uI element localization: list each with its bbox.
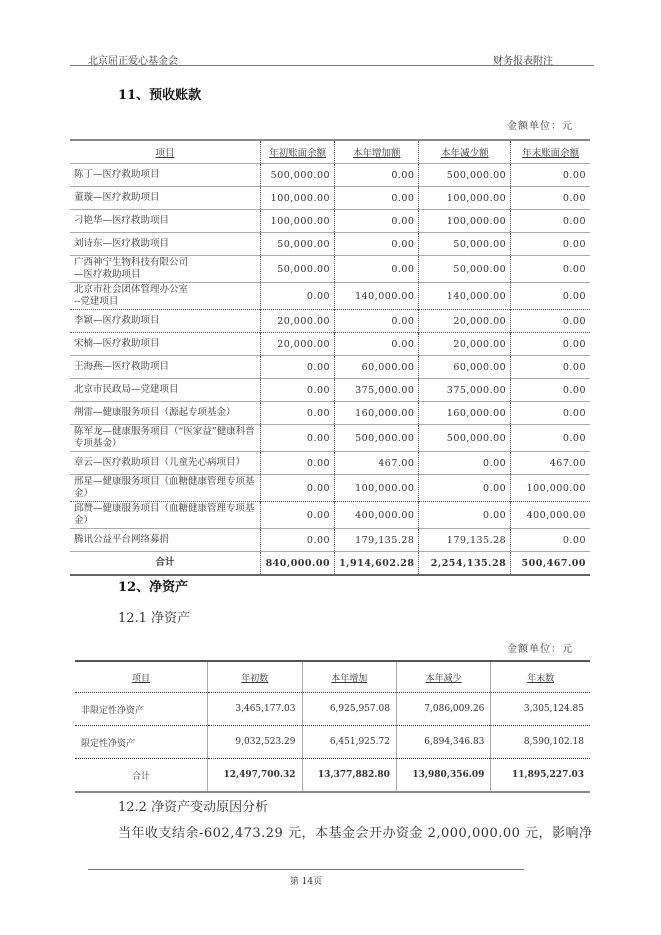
cell-begin: 0.00 xyxy=(261,425,335,452)
table-row xyxy=(70,283,590,310)
cell-begin: 0.00 xyxy=(261,452,335,475)
cell-decrease: 140,000.00 xyxy=(419,283,511,310)
cell-increase: 400,000.00 xyxy=(335,502,419,529)
cell-item-name: 腾讯公益平台网络募捐 xyxy=(70,529,261,552)
col-header-item: 项目 xyxy=(132,673,151,684)
table-row xyxy=(70,356,590,379)
section-12-title: 12、净资产 xyxy=(118,580,189,595)
cell-total-begin: 12,497,700.32 xyxy=(208,759,302,793)
cell-decrease: 500,000.00 xyxy=(419,164,511,187)
cell-increase: 0.00 xyxy=(335,187,419,210)
cell-end: 0.00 xyxy=(511,210,590,233)
footer-divider xyxy=(88,869,524,870)
table-row xyxy=(70,502,590,529)
cell-begin: 0.00 xyxy=(261,529,335,552)
cell-decrease: 60,000.00 xyxy=(419,356,511,379)
col-header-item: 项目 xyxy=(155,148,175,159)
cell-decrease: 100,000.00 xyxy=(419,210,511,233)
cell-increase: 60,000.00 xyxy=(335,356,419,379)
cell-total-begin: 840,000.00 xyxy=(261,552,335,576)
cell-end: 0.00 xyxy=(511,233,590,256)
cell-decrease: 20,000.00 xyxy=(419,333,511,356)
cell-total-end: 500,467.00 xyxy=(511,552,590,576)
table-row xyxy=(70,310,590,333)
cell-begin: 0.00 xyxy=(261,379,335,402)
cell-end: 3,305,124.85 xyxy=(491,693,590,726)
cell-begin: 0.00 xyxy=(261,475,335,502)
cell-item-name: 北京市社会团体管理办公室 --党建项目 xyxy=(70,283,261,310)
net-assets-table xyxy=(75,660,590,793)
cell-increase: 0.00 xyxy=(335,310,419,333)
col-header-decrease: 本年减少额 xyxy=(419,140,511,164)
cell-end: 0.00 xyxy=(511,425,590,452)
cell-decrease: 160,000.00 xyxy=(419,402,511,425)
cell-total-label: 合计 xyxy=(75,759,208,793)
table-row xyxy=(75,726,590,759)
table-total-row xyxy=(75,759,590,793)
cell-decrease: 20,000.00 xyxy=(419,310,511,333)
cell-end: 100,000.00 xyxy=(511,475,590,502)
cell-decrease: 7,086,009.26 xyxy=(396,693,490,726)
cell-decrease: 179,135.28 xyxy=(419,529,511,552)
col-header-decrease: 本年减少 xyxy=(396,661,490,693)
cell-begin: 100,000.00 xyxy=(261,187,335,210)
table-row xyxy=(70,187,590,210)
cell-begin: 0.00 xyxy=(261,402,335,425)
table-row xyxy=(70,333,590,356)
cell-end: 467.00 xyxy=(511,452,590,475)
table-row xyxy=(70,210,590,233)
cell-item-name: 陈丁—医疗救助项目 xyxy=(70,164,261,187)
cell-decrease: 50,000.00 xyxy=(419,233,511,256)
col-header-increase: 本年增加 xyxy=(302,661,396,693)
cell-increase: 0.00 xyxy=(335,333,419,356)
cell-increase: 179,135.28 xyxy=(335,529,419,552)
cell-decrease: 375,000.00 xyxy=(419,379,511,402)
cell-begin: 0.00 xyxy=(261,356,335,379)
cell-item-name: 李颖—医疗救助项目 xyxy=(70,310,261,333)
cell-item-name: 陈军龙—健康服务项目（“医家益”健康科普专项基金） xyxy=(70,425,261,452)
cell-item-name: 王海燕—医疗救助项目 xyxy=(70,356,261,379)
section-12-unit: 金额单位：元 xyxy=(507,644,573,655)
cell-total-decrease: 13,980,356.09 xyxy=(396,759,490,793)
table-row xyxy=(70,529,590,552)
table-row xyxy=(70,402,590,425)
advance-receipts-table xyxy=(70,139,590,576)
cell-item-name: 刘诗东—医疗救助项目 xyxy=(70,233,261,256)
cell-begin: 20,000.00 xyxy=(261,310,335,333)
cell-item-name: 章云—医疗救助项目（儿童先心病项目） xyxy=(70,452,261,475)
cell-end: 0.00 xyxy=(511,310,590,333)
cell-increase: 0.00 xyxy=(335,233,419,256)
cell-increase: 100,000.00 xyxy=(335,475,419,502)
cell-item-name: 荆雷—健康服务项目（源起专项基金） xyxy=(70,402,261,425)
col-header-increase: 本年增加额 xyxy=(335,140,419,164)
cell-total-increase: 1,914,602.28 xyxy=(335,552,419,576)
cell-increase: 0.00 xyxy=(335,164,419,187)
table-row xyxy=(70,452,590,475)
cell-total-label: 合计 xyxy=(70,552,261,576)
table-header-row xyxy=(70,140,590,164)
section-12-2-title: 12.2 净资产变动原因分析 xyxy=(118,800,269,815)
cell-increase: 6,925,957.08 xyxy=(302,693,396,726)
cell-end: 0.00 xyxy=(511,333,590,356)
col-header-end: 年末数 xyxy=(491,661,590,693)
cell-decrease: 100,000.00 xyxy=(419,187,511,210)
section-11-title: 11、预收账款 xyxy=(118,88,202,103)
cell-begin: 500,000.00 xyxy=(261,164,335,187)
table-row xyxy=(70,256,590,283)
cell-begin: 50,000.00 xyxy=(261,256,335,283)
cell-decrease: 0.00 xyxy=(419,475,511,502)
cell-total-decrease: 2,254,135.28 xyxy=(419,552,511,576)
header-doc-title: 财务报表附注 xyxy=(493,56,553,67)
cell-end: 400,000.00 xyxy=(511,502,590,529)
cell-increase: 500,000.00 xyxy=(335,425,419,452)
cell-end: 0.00 xyxy=(511,402,590,425)
header-org-name: 北京屈正爱心基金会 xyxy=(88,56,178,67)
cell-item-name: 限定性净资产 xyxy=(75,726,208,759)
cell-end: 8,590,102.18 xyxy=(491,726,590,759)
cell-total-increase: 13,377,882.80 xyxy=(302,759,396,793)
cell-end: 0.00 xyxy=(511,164,590,187)
table-row xyxy=(70,233,590,256)
col-header-begin: 年初账面余额 xyxy=(261,140,335,164)
col-header-begin: 年初数 xyxy=(208,661,302,693)
cell-decrease: 0.00 xyxy=(419,452,511,475)
page-number: 第 14页 xyxy=(289,877,323,887)
table-total-row xyxy=(70,552,590,576)
cell-begin: 0.00 xyxy=(261,283,335,310)
cell-increase: 0.00 xyxy=(335,256,419,283)
cell-decrease: 6,894,346.83 xyxy=(396,726,490,759)
cell-increase: 375,000.00 xyxy=(335,379,419,402)
cell-increase: 6,451,925.72 xyxy=(302,726,396,759)
cell-increase: 140,000.00 xyxy=(335,283,419,310)
analysis-paragraph: 当年收支结余-602,473.29 元，本基金会开办资金 2,000,000.00 元，影响净 xyxy=(118,826,593,841)
cell-end: 0.00 xyxy=(511,187,590,210)
cell-begin: 9,032,523.29 xyxy=(208,726,302,759)
cell-end: 0.00 xyxy=(511,256,590,283)
cell-end: 0.00 xyxy=(511,283,590,310)
table-row xyxy=(70,164,590,187)
cell-increase: 0.00 xyxy=(335,210,419,233)
cell-begin: 50,000.00 xyxy=(261,233,335,256)
cell-total-end: 11,895,227.03 xyxy=(491,759,590,793)
cell-increase: 160,000.00 xyxy=(335,402,419,425)
cell-end: 0.00 xyxy=(511,529,590,552)
cell-begin: 100,000.00 xyxy=(261,210,335,233)
cell-begin: 3,465,177.03 xyxy=(208,693,302,726)
table-header-row xyxy=(75,661,590,693)
cell-item-name: 董璇—医疗救助项目 xyxy=(70,187,261,210)
cell-decrease: 0.00 xyxy=(419,502,511,529)
header-divider xyxy=(70,65,594,66)
section-12-1-title: 12.1 净资产 xyxy=(118,611,191,626)
section-11-unit: 金额单位：元 xyxy=(507,121,573,132)
cell-item-name: 邱赞—健康服务项目（血糖健康管理专项基金） xyxy=(70,502,261,529)
col-header-end: 年末账面余额 xyxy=(511,140,590,164)
cell-begin: 20,000.00 xyxy=(261,333,335,356)
cell-decrease: 50,000.00 xyxy=(419,256,511,283)
cell-item-name: 刁艳华—医疗救助项目 xyxy=(70,210,261,233)
cell-item-name: 非限定性净资产 xyxy=(75,693,208,726)
cell-item-name: 宋楠—医疗救助项目 xyxy=(70,333,261,356)
table-row xyxy=(70,379,590,402)
cell-end: 0.00 xyxy=(511,379,590,402)
cell-begin: 0.00 xyxy=(261,502,335,529)
cell-decrease: 500,000.00 xyxy=(419,425,511,452)
cell-item-name: 广西神宁生物科技有限公司 —医疗救助项目 xyxy=(70,256,261,283)
cell-end: 0.00 xyxy=(511,356,590,379)
cell-item-name: 邢星—健康服务项目（血糖健康管理专项基金） xyxy=(70,475,261,502)
table-row xyxy=(75,693,590,726)
cell-item-name: 北京市民政局—党建项目 xyxy=(70,379,261,402)
cell-increase: 467.00 xyxy=(335,452,419,475)
table-row xyxy=(70,425,590,452)
table-row xyxy=(70,475,590,502)
